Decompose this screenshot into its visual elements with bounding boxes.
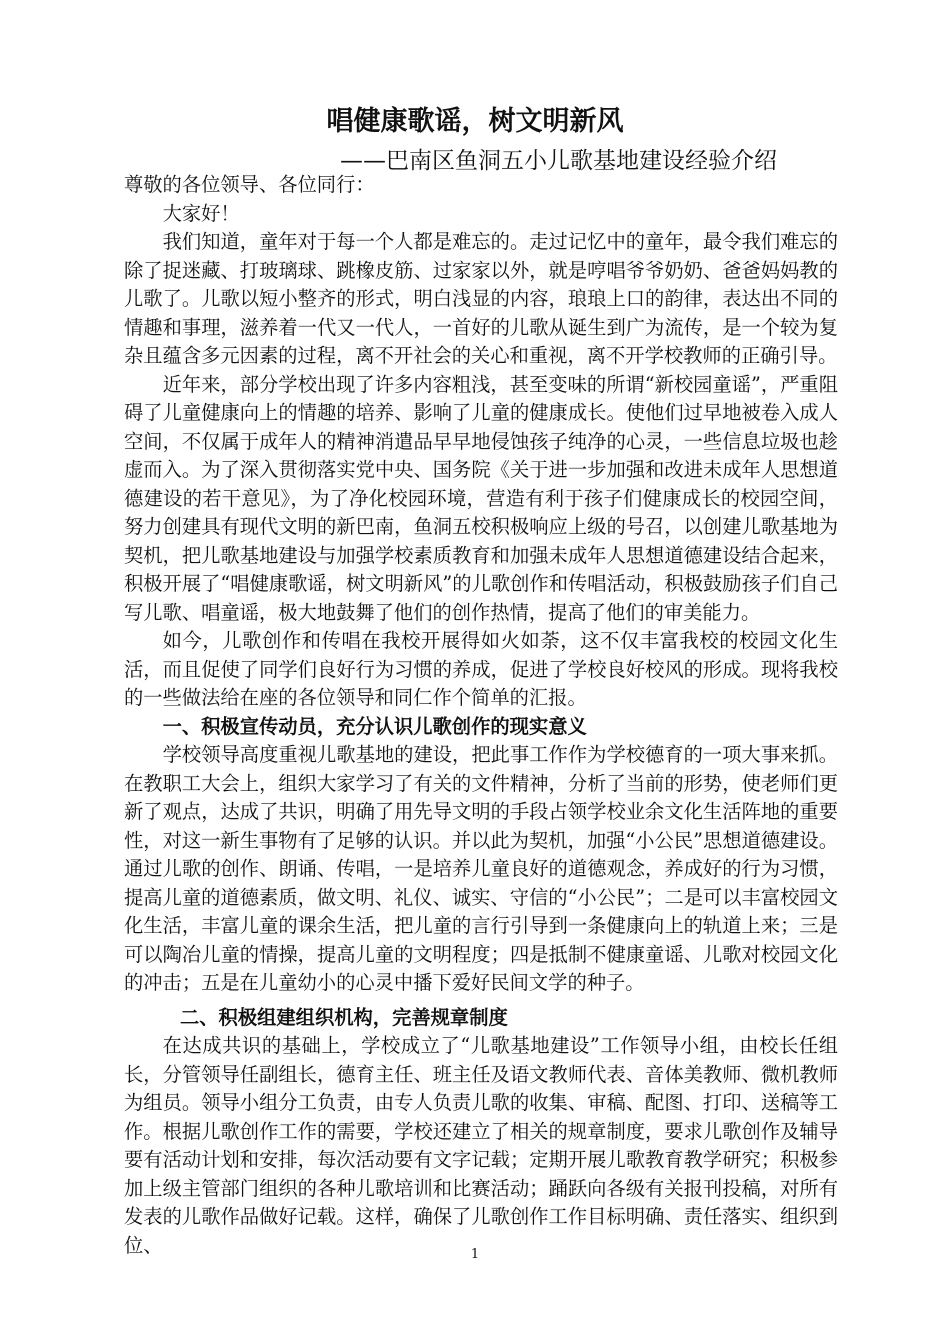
document-subtitle: ——巴南区鱼洞五小儿歌基地建设经验介绍 xyxy=(340,148,777,174)
paragraph: 如今，儿歌创作和传唱在我校开展得如火如荼，这不仅丰富我校的校园文化生活，而且促使了同学们良好行为习惯的养成，促进了学校良好校风的形成。现将我校的一些做法给在座的各位领导和同仁作个简单的汇报。 xyxy=(124,629,838,709)
greeting: 大家好！ xyxy=(162,201,240,225)
section-heading: 一、积极宣传动员，充分认识儿歌创作的现实意义 xyxy=(162,714,587,738)
salutation: 尊敬的各位领导、各位同行： xyxy=(124,173,375,196)
page-number: 1 xyxy=(470,1247,480,1262)
document-title: 唱健康歌谣，树文明新风 xyxy=(326,106,624,137)
paragraph: 在达成共识的基础上，学校成立了“儿歌基地建设”工作领导小组，由校长任组长，分管领导任副组长，德育主任、班主任及语文教师代表、音体美教师、微机教师为组员。领导小组分工负责，由专人负责儿歌的收集、审稿、配图、打印、送稿等工作。根据儿歌创作工作的需要，学校还建立了相关的规章制度，要求儿歌创作及辅导要有活动计划和安排，每次活动要有文字记载；定期开展儿歌教育教学研究；积极参加上级主管部门组织的各种儿歌培训和比赛活动；踊跃向各级有关报刊投稿，对所有发表的儿歌作品做好记载。这样，确保了儿歌创作工作目标明确、责任落实、组织到位、 xyxy=(124,1034,838,1257)
paragraph: 学校领导高度重视儿歌基地的建设，把此事工作作为学校德育的一项大事来抓。在教职工大会上，组织大家学习了有关的文件精神，分析了当前的形势，使老师们更新了观点，达成了共识，明确了用先导文明的手段占领学校业余文化生活阵地的重要性，对这一新生事物有了足够的认识。并以此为契机，加强“小公民”思想道德建设。通过儿歌的创作、朗诵、传唱，一是培养儿童良好的道德观念，养成好的行为习惯，提高儿童的道德素质，做文明、礼仪、诚实、守信的“小公民”；二是可以丰富校园文化生活，丰富儿童的课余生活，把儿童的言行引导到一条健康向上的轨道上来；三是可以陶冶儿童的情操，提高儿童的文明程度；四是抵制不健康童谣、儿歌对校园文化的冲击；五是在儿童幼小的心灵中播下爱好民间文学的种子。 xyxy=(124,743,838,994)
document-body xyxy=(124,171,838,1260)
paragraph: 近年来，部分学校出现了许多内容粗浅，甚至变味的所谓“新校园童谣”，严重阻碍了儿童健康向上的情趣的培养、影响了儿童的健康成长。使他们过早地被卷入成人空间，不仅属于成年人的精神消遣品早早地侵蚀孩子纯净的心灵，一些信息垃圾也趁虚而入。为了深入贯彻落实党中央、国务院《关于进一步加强和改进未成年人思想道德建设的若干意见》，为了净化校园环境，营造有利于孩子们健康成长的校园空间，努力创建具有现代文明的新巴南，鱼洞五校积极响应上级的号召，以创建儿歌基地为契机，把儿歌基地建设与加强学校素质教育和加强未成年人思想道德建设结合起来，积极开展了“唱健康歌谣，树文明新风”的儿歌创作和传唱活动，积极鼓励孩子们自己写儿歌、唱童谣，极大地鼓舞了他们的创作热情，提高了他们的审美能力。 xyxy=(124,372,838,624)
paragraph: 我们知道，童年对于每一个人都是难忘的。走过记忆中的童年，最令我们难忘的除了捉迷藏、打玻璃球、跳橡皮筋、过家家以外，就是哼唱爷爷奶奶、爸爸妈妈教的儿歌了。儿歌以短小整齐的形式，明白浅显的内容，琅琅上口的韵律，表达出不同的情趣和事理，滋养着一代又一代人，一首好的儿歌从诞生到广为流传，是一个较为复杂且蕴含多元因素的过程，离不开社会的关心和重视，离不开学校教师的正确引导。 xyxy=(124,230,838,367)
section-heading: 二、积极组建组织机构，完善规章制度 xyxy=(180,1005,508,1029)
